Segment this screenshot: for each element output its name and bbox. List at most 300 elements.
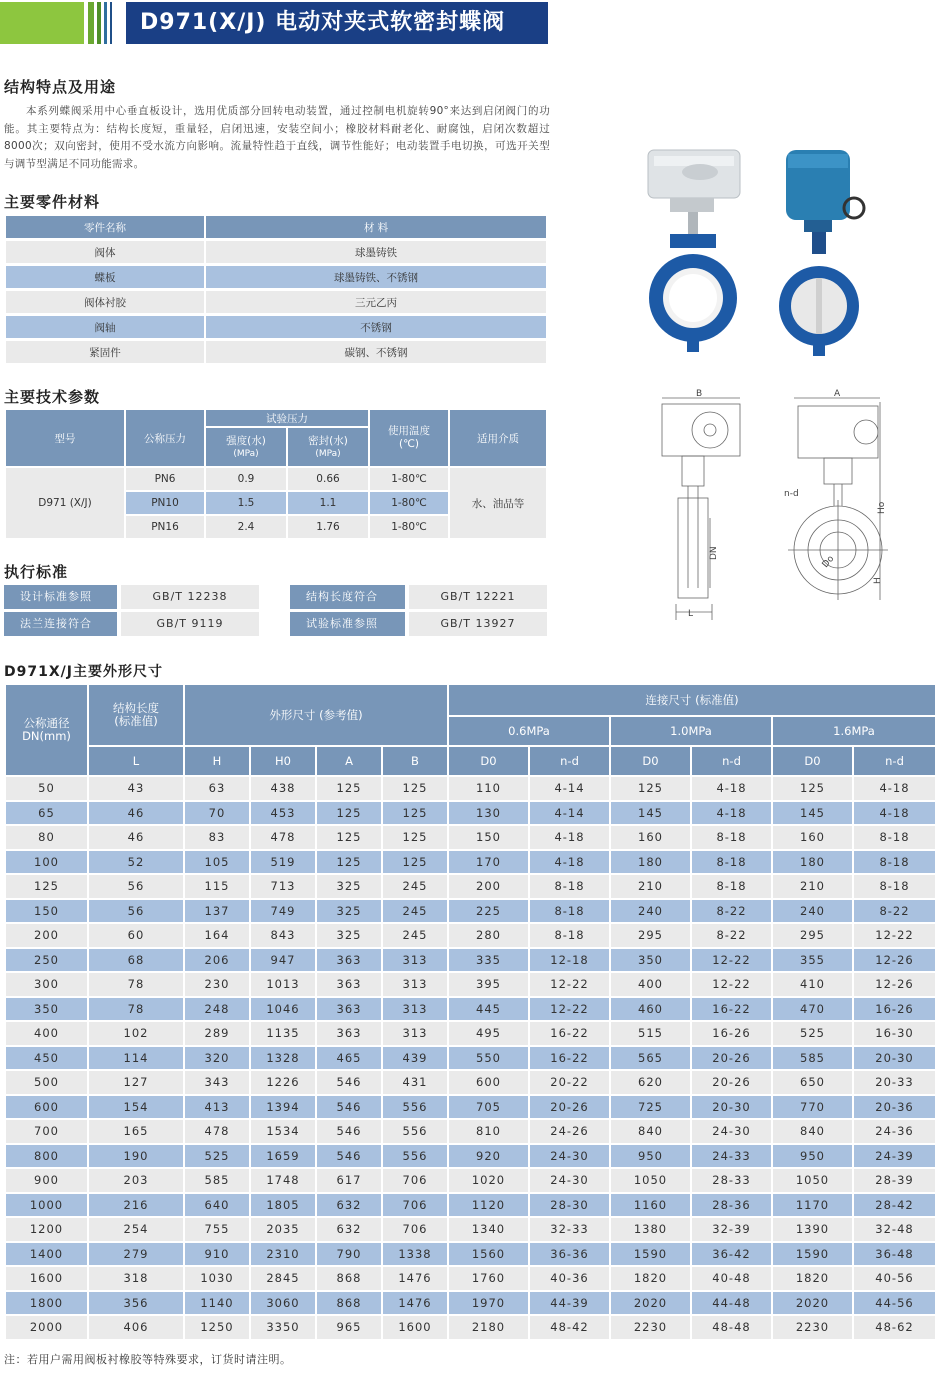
dims-cell: 245 [383,924,447,947]
table-row [6,468,546,490]
dims-cell: 210 [611,875,690,898]
tech-seal: 1.1 [288,492,368,514]
dims-cell: 470 [773,998,852,1021]
tech-col-medium: 适用介质 [450,410,546,466]
dims-cell: 40-56 [854,1267,935,1290]
dims-cell: 16-22 [692,998,771,1021]
dims-cell: 8-22 [854,900,935,923]
dims-cell: 289 [185,1022,249,1045]
dims-sub-header: H [185,747,249,775]
dims-cell: 705 [449,1096,528,1119]
dims-sub-header: L [89,747,183,775]
dims-cell: 1560 [449,1243,528,1266]
dims-cell: 150 [449,826,528,849]
dims-cell: 16-26 [854,998,935,1021]
dims-cell: 170 [449,851,528,874]
dims-cell: 363 [317,949,381,972]
header-stripe [110,2,112,44]
materials-heading: 主要零件材料 [4,193,101,211]
valve-left-image [648,150,740,352]
dims-col-p1: 0.6MPa [449,717,609,745]
dims-cell: 546 [317,1096,381,1119]
dims-cell: 145 [611,802,690,825]
dims-cell: 335 [449,949,528,972]
footnote: 注：若用户需用阀板衬橡胶等特殊要求，订货时请注明。 [4,1353,292,1366]
dims-cell: 12-18 [530,949,609,972]
dims-cell: 32-48 [854,1218,935,1241]
dims-cell: 4-18 [530,826,609,849]
dims-cell: 68 [89,949,183,972]
dims-cell: 460 [611,998,690,1021]
dims-cell: 431 [383,1071,447,1094]
dims-cell: 4-18 [854,802,935,825]
dims-cell: 203 [89,1169,183,1192]
table-row [6,1218,935,1241]
dims-cell: 125 [317,826,381,849]
table-row [6,1267,935,1290]
dims-cell: 154 [89,1096,183,1119]
dims-cell: 24-36 [854,1120,935,1143]
table-row [6,949,935,972]
dims-cell: 515 [611,1022,690,1045]
dims-cell: 165 [89,1120,183,1143]
dims-cell: 50 [6,777,87,800]
dims-cell: 150 [6,900,87,923]
dims-cell: 4-18 [692,802,771,825]
standard-value: GB/T 13927 [409,612,547,636]
dims-cell: 413 [185,1096,249,1119]
part-name: 阀体衬胶 [6,291,204,313]
tech-col-model: 型号 [6,410,124,466]
dims-cell: 755 [185,1218,249,1241]
tech-seal: 1.76 [288,516,368,538]
dims-cell: 24-30 [530,1169,609,1192]
tech-col-test: 试验压力 [206,410,368,426]
dims-cell: 125 [383,802,447,825]
dims-cell: 63 [185,777,249,800]
seal-label: 密封(水) [308,434,348,447]
header-stripe [88,2,94,44]
dims-cell: 356 [89,1292,183,1315]
dims-cell: 110 [449,777,528,800]
dims-cell: 1970 [449,1292,528,1315]
dims-sub-header: A [317,747,381,775]
dims-cell: 28-36 [692,1194,771,1217]
dims-cell: 60 [89,924,183,947]
dims-col-outline: 外形尺寸 (参考值) [185,685,447,745]
table-row [6,1243,935,1266]
dims-cell: 8-18 [530,900,609,923]
dims-cell: 28-42 [854,1194,935,1217]
dims-cell: 8-18 [530,875,609,898]
table-row [6,1047,935,1070]
strength-label: 强度(水) [226,434,266,447]
dims-cell: 46 [89,802,183,825]
dims-cell: 245 [383,900,447,923]
dims-cell: 947 [251,949,315,972]
standard-value: GB/T 12221 [409,585,547,609]
dims-cell: 20-36 [854,1096,935,1119]
table-row [6,826,935,849]
table-row [6,1316,935,1339]
tech-pn: PN10 [126,492,204,514]
table-row [6,291,546,313]
dims-heading: D971X/J主要外形尺寸 [4,664,163,680]
label-do: Do [820,553,837,570]
dims-cell: 48-42 [530,1316,609,1339]
dims-cell: 313 [383,973,447,996]
dims-cell: 700 [6,1120,87,1143]
dims-cell: 395 [449,973,528,996]
dims-cell: 125 [611,777,690,800]
table-row [6,851,935,874]
table-row [6,266,546,288]
dims-cell: 355 [773,949,852,972]
dims-cell: 840 [611,1120,690,1143]
dims-cell: 1226 [251,1071,315,1094]
table-row [6,1145,935,1168]
dims-cell: 16-22 [530,1022,609,1045]
dims-cell: 2020 [611,1292,690,1315]
dims-cell: 495 [449,1022,528,1045]
dims-cell: 8-18 [530,924,609,947]
dims-cell: 115 [185,875,249,898]
dims-cell: 125 [383,777,447,800]
dims-cell: 1046 [251,998,315,1021]
dims-cell: 280 [449,924,528,947]
dims-cell: 295 [773,924,852,947]
part-material: 三元乙丙 [206,291,546,313]
dims-cell: 52 [89,851,183,874]
dims-cell: 406 [89,1316,183,1339]
dims-cell: 210 [773,875,852,898]
dims-cell: 48-48 [692,1316,771,1339]
dims-cell: 78 [89,973,183,996]
dims-cell: 1748 [251,1169,315,1192]
dims-cell: 519 [251,851,315,874]
dims-cell: 1328 [251,1047,315,1070]
dims-cell: 318 [89,1267,183,1290]
dims-cell: 343 [185,1071,249,1094]
dims-cell: 180 [773,851,852,874]
dims-cell: 16-26 [692,1022,771,1045]
dims-cell: 632 [317,1218,381,1241]
dims-cell: 20-26 [692,1071,771,1094]
dims-cell: 102 [89,1022,183,1045]
dims-sub-header: n-d [692,747,771,775]
dims-cell: 546 [317,1145,381,1168]
dims-cell: 44-39 [530,1292,609,1315]
dims-cell: 36-42 [692,1243,771,1266]
dims-cell: 650 [773,1071,852,1094]
temp-label: 使用温度 [388,425,430,437]
dims-cell: 20-30 [692,1096,771,1119]
table-row [6,802,935,825]
temp-unit: (℃) [399,438,419,450]
dims-cell: 350 [6,998,87,1021]
valve-drawing [648,388,898,628]
dims-cell: 325 [317,924,381,947]
dims-cell: 3060 [251,1292,315,1315]
dims-cell: 127 [89,1071,183,1094]
dims-cell: 868 [317,1292,381,1315]
header-stripe [104,2,107,44]
dims-cell: 1250 [185,1316,249,1339]
dims-cell: 1760 [449,1267,528,1290]
dims-cell: 1170 [773,1194,852,1217]
dims-cell: 44-48 [692,1292,771,1315]
tech-pn: PN6 [126,468,204,490]
dims-cell: 114 [89,1047,183,1070]
strength-unit: (MPa) [233,448,259,459]
dims-cell: 160 [773,826,852,849]
label-nd: n-d [784,489,799,499]
dims-cell: 706 [383,1169,447,1192]
table-row [6,875,935,898]
dims-cell: 1805 [251,1194,315,1217]
dims-cell: 585 [185,1169,249,1192]
dims-cell: 363 [317,1022,381,1045]
dims-cell: 40-48 [692,1267,771,1290]
dims-cell: 12-22 [854,924,935,947]
dims-cell: 20-26 [530,1096,609,1119]
dims-cell: 12-26 [854,949,935,972]
dims-cell: 125 [773,777,852,800]
dims-cell: 8-18 [854,851,935,874]
dims-cell: 400 [611,973,690,996]
dims-cell: 295 [611,924,690,947]
materials-col-material: 材 料 [206,216,546,238]
dims-cell: 706 [383,1194,447,1217]
tech-temp: 1-80℃ [370,492,448,514]
dims-cell: 8-18 [854,826,935,849]
dims-cell: 46 [89,826,183,849]
dims-cell: 2310 [251,1243,315,1266]
dims-cell: 1200 [6,1218,87,1241]
dims-cell: 24-39 [854,1145,935,1168]
dims-cell: 100 [6,851,87,874]
tech-temp: 1-80℃ [370,516,448,538]
dims-cell: 240 [611,900,690,923]
table-row [6,1096,935,1119]
dims-cell: 206 [185,949,249,972]
dims-cell: 8-18 [692,851,771,874]
dims-cell: 80 [6,826,87,849]
dims-cell: 438 [251,777,315,800]
dims-cell: 105 [185,851,249,874]
dims-cell: 770 [773,1096,852,1119]
dims-sub-header: D0 [611,747,690,775]
dims-cell: 78 [89,998,183,1021]
dims-cell: 706 [383,1218,447,1241]
dims-cell: 4-14 [530,777,609,800]
table-row [6,998,935,1021]
dims-cell: 1013 [251,973,315,996]
part-material: 球墨铸铁 [206,241,546,263]
dims-cell: 350 [611,949,690,972]
dims-cell: 617 [317,1169,381,1192]
dims-cell: 24-33 [692,1145,771,1168]
dims-cell: 250 [6,949,87,972]
dims-cell: 640 [185,1194,249,1217]
dims-cell: 28-39 [854,1169,935,1192]
dims-cell: 950 [773,1145,852,1168]
dims-cell: 313 [383,998,447,1021]
tech-col-strength [206,428,286,466]
dims-cell: 1050 [773,1169,852,1192]
dims-cell: 24-30 [692,1120,771,1143]
dims-cell: 125 [383,826,447,849]
dims-cell: 70 [185,802,249,825]
dims-cell: 32-33 [530,1218,609,1241]
dims-cell: 1600 [383,1316,447,1339]
standard-label: 法兰连接符合 [4,612,117,636]
dims-cell: 16-22 [530,1047,609,1070]
dims-cell: 1476 [383,1267,447,1290]
dims-cell: 920 [449,1145,528,1168]
table-row [6,1194,935,1217]
dims-sub-header: n-d [854,747,935,775]
dims-cell: 556 [383,1145,447,1168]
dims-cell: 180 [611,851,690,874]
dims-cell: 1140 [185,1292,249,1315]
dims-cell: 24-26 [530,1120,609,1143]
dims-sub-header: n-d [530,747,609,775]
dims-cell: 790 [317,1243,381,1266]
dims-cell: 160 [611,826,690,849]
dims-cell: 1476 [383,1292,447,1315]
dims-cell: 1338 [383,1243,447,1266]
dims-cell: 313 [383,1022,447,1045]
dims-cell: 1160 [611,1194,690,1217]
dims-cell: 12-26 [854,973,935,996]
dims-cell: 248 [185,998,249,1021]
dims-cell: 840 [773,1120,852,1143]
length-label: 结构长度 [113,701,159,715]
dims-cell: 810 [449,1120,528,1143]
dims-cell: 8-18 [692,875,771,898]
tech-strength: 1.5 [206,492,286,514]
dims-cell: 20-30 [854,1047,935,1070]
standard-label: 试验标准参照 [290,612,405,636]
standard-label: 设计标准参照 [4,585,117,609]
label-a: A [834,389,841,399]
dims-cell: 749 [251,900,315,923]
dims-cell: 632 [317,1194,381,1217]
label-ho: Ho [877,501,887,514]
dims-cell: 125 [317,802,381,825]
dims-cell: 410 [773,973,852,996]
dims-cell: 4-18 [692,777,771,800]
dims-cell: 620 [611,1071,690,1094]
dims-cell: 12-22 [692,949,771,972]
dims-cell: 200 [6,924,87,947]
dims-cell: 500 [6,1071,87,1094]
label-h: H [873,577,883,584]
dims-cell: 3350 [251,1316,315,1339]
dims-sub-header: B [383,747,447,775]
dims-cell: 145 [773,802,852,825]
dims-cell: 478 [185,1120,249,1143]
dims-table [4,683,937,1341]
dims-sub-header: D0 [449,747,528,775]
dims-cell: 130 [449,802,528,825]
dims-cell: 28-30 [530,1194,609,1217]
label-dn: DN [709,546,719,560]
dims-cell: 28-33 [692,1169,771,1192]
table-row [6,1071,935,1094]
dims-cell: 240 [773,900,852,923]
dims-cell: 1380 [611,1218,690,1241]
tech-seal: 0.66 [288,468,368,490]
dims-cell: 1590 [773,1243,852,1266]
materials-col-part: 零件名称 [6,216,204,238]
dims-cell: 525 [773,1022,852,1045]
length-sub: (标准值) [114,714,158,728]
dims-col-dn [6,685,87,775]
dims-cell: 585 [773,1047,852,1070]
label-l: L [688,609,694,619]
dims-cell: 1400 [6,1243,87,1266]
dims-cell: 4-18 [854,777,935,800]
dims-cell: 20-26 [692,1047,771,1070]
dims-cell: 1800 [6,1292,87,1315]
dims-cell: 363 [317,973,381,996]
dims-cell: 56 [89,875,183,898]
dims-cell: 1394 [251,1096,315,1119]
part-material: 碳钢、不锈钢 [206,341,546,363]
dims-col-length [89,685,183,745]
valve-right-image [779,150,864,356]
dims-cell: 1340 [449,1218,528,1241]
standard-value: GB/T 9119 [121,612,259,636]
table-row [6,1022,935,1045]
part-name: 蝶板 [6,266,204,288]
dims-cell: 325 [317,900,381,923]
dims-cell: 200 [449,875,528,898]
standards-heading: 执行标准 [4,563,69,581]
table-row [6,241,546,263]
valve-photo [640,148,870,363]
dims-cell: 1600 [6,1267,87,1290]
table-row [6,1169,935,1192]
dims-cell: 279 [89,1243,183,1266]
dims-cell: 1534 [251,1120,315,1143]
dims-cell: 1050 [611,1169,690,1192]
dims-cell: 4-18 [530,851,609,874]
dims-cell: 20-33 [854,1071,935,1094]
dims-cell: 40-36 [530,1267,609,1290]
dims-cell: 8-22 [692,900,771,923]
header-green-block [0,2,84,44]
dims-cell: 16-30 [854,1022,935,1045]
tech-model: D971 (X/J) [6,468,124,538]
tech-temp: 1-80℃ [370,468,448,490]
table-row [6,777,935,800]
dims-cell: 8-22 [692,924,771,947]
dims-cell: 556 [383,1120,447,1143]
dims-cell: 83 [185,826,249,849]
dims-cell: 1030 [185,1267,249,1290]
dims-cell: 36-36 [530,1243,609,1266]
dims-cell: 48-62 [854,1316,935,1339]
table-row [6,1120,935,1143]
dims-col-p3: 1.6MPa [773,717,935,745]
standard-value: GB/T 12238 [121,585,259,609]
dims-cell: 1820 [773,1267,852,1290]
dims-cell: 900 [6,1169,87,1192]
tech-table [4,408,548,540]
